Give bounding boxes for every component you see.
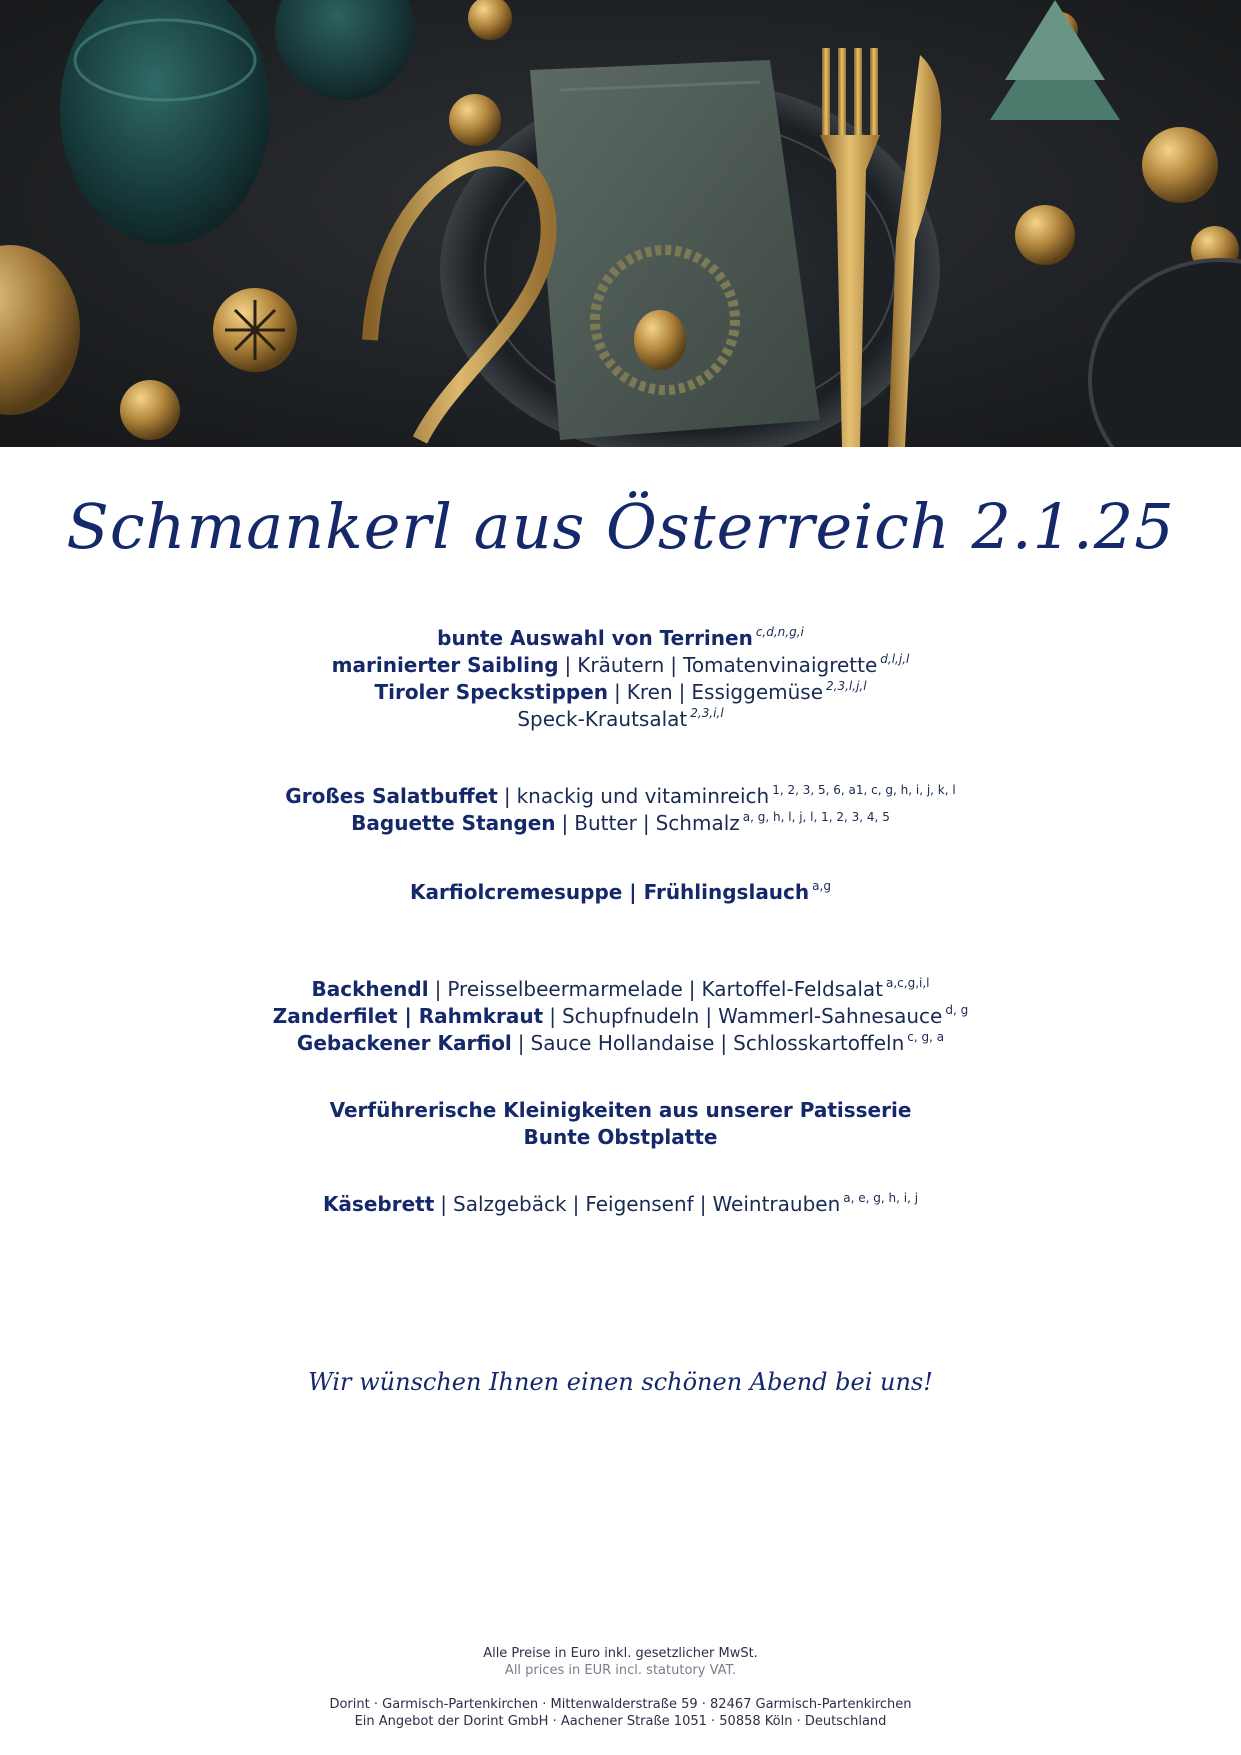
address-line-1: Dorint · Garmisch-Partenkirchen · Mittenwalderstraße 59 · 82467 Garmisch-Partenkirchen	[329, 1697, 912, 1712]
allergen-codes: 1, 2, 3, 5, 6, a1, c, g, h, i, j, k, l	[772, 783, 956, 797]
separator: |	[572, 1192, 580, 1216]
separator: |	[564, 653, 572, 677]
allergen-codes: a, e, g, h, i, j	[843, 1191, 919, 1205]
dish-side: Schupfnudeln	[561, 1004, 700, 1028]
menu-item	[0, 679, 1241, 706]
allergen-codes: a, g, h, l, j, l, 1, 2, 3, 4, 5	[742, 810, 890, 824]
menu-item	[0, 1003, 1241, 1030]
menu-section	[0, 1097, 1241, 1151]
dish-name: Zanderfilet | Rahmkraut	[272, 1004, 544, 1028]
menu-item	[0, 1097, 1241, 1124]
dish-name: Großes Salatbuffet	[285, 784, 498, 808]
dish-side: Sauce Hollandaise	[530, 1031, 715, 1055]
dish-side: Tomatenvinaigrette	[683, 653, 878, 677]
allergen-codes: 2,3,l,j,l	[826, 679, 867, 693]
dish-name: Verführerische Kleinigkeiten aus unserer Patisserie	[329, 1098, 912, 1122]
allergen-codes: a,g	[812, 879, 831, 893]
address-line-2: Ein Angebot der Dorint GmbH · Aachener Straße 1051 · 50858 Köln · Deutschland	[354, 1714, 887, 1729]
dish-side: Kräutern	[577, 653, 665, 677]
menu-item	[0, 976, 1241, 1003]
separator: |	[699, 1192, 707, 1216]
dish-side: Schmalz	[655, 811, 740, 835]
price-note-de: Alle Preise in Euro inkl. gesetzlicher MwSt.	[483, 1646, 758, 1661]
menu-section	[0, 879, 1241, 906]
dish-name: Karfiolcremesuppe | Frühlingslauch	[410, 880, 810, 904]
menu-item	[0, 1030, 1241, 1057]
separator: |	[440, 1192, 448, 1216]
separator: |	[705, 1004, 713, 1028]
separator: |	[720, 1031, 728, 1055]
separator: |	[517, 1031, 525, 1055]
dish-name: Bunte Obstplatte	[523, 1125, 718, 1149]
menu-item	[0, 810, 1241, 837]
dish-side: Schlosskartoffeln	[733, 1031, 905, 1055]
dish-side: Kren	[626, 680, 673, 704]
dish-side: Feigensenf	[585, 1192, 694, 1216]
menu-item	[0, 652, 1241, 679]
allergen-codes: d, g	[945, 1003, 969, 1017]
menu-item	[0, 1191, 1241, 1218]
menu-title: Schmankerl aus Österreich 2.1.25	[66, 490, 1175, 563]
dish-name: bunte Auswahl von Terrinen	[437, 626, 753, 650]
dish-side: Essiggemüse	[691, 680, 824, 704]
festive-table-setting-photo	[0, 0, 1241, 447]
menu-list	[0, 625, 1241, 1218]
separator: |	[670, 653, 677, 677]
menu-item	[0, 783, 1241, 810]
dish-side: Kartoffel-Feldsalat	[701, 977, 884, 1001]
menu-section	[0, 1191, 1241, 1218]
menu-section	[0, 976, 1241, 1057]
menu-section	[0, 625, 1241, 733]
dish-side: knackig und vitaminreich	[516, 784, 770, 808]
allergen-codes: c,d,n,g,i	[755, 625, 804, 639]
dish-name: marinierter Saibling	[331, 653, 559, 677]
separator: |	[503, 784, 511, 808]
dish-side: Preisselbeermarmelade	[447, 977, 683, 1001]
separator: |	[614, 680, 621, 704]
dish-side: Weintrauben	[712, 1192, 841, 1216]
menu-section	[0, 783, 1241, 837]
greeting-text: Wir wünschen Ihnen einen schönen Abend bei uns!	[308, 1368, 933, 1396]
separator: |	[561, 811, 569, 835]
hero-image	[0, 0, 1241, 447]
dish-side: Salzgebäck	[453, 1192, 567, 1216]
dish-name: Backhendl	[311, 977, 429, 1001]
dish-name: Baguette Stangen	[351, 811, 556, 835]
menu-item	[0, 1124, 1241, 1151]
footer	[0, 1645, 1241, 1730]
separator: |	[678, 680, 686, 704]
dish-name: Gebackener Karfiol	[296, 1031, 512, 1055]
allergen-codes: 2,3,i,l	[690, 706, 724, 720]
separator: |	[434, 977, 442, 1001]
separator: |	[688, 977, 696, 1001]
separator: |	[549, 1004, 556, 1028]
dish-name: Tiroler Speckstippen	[374, 680, 608, 704]
dish-side: Speck-Krautsalat	[517, 707, 688, 731]
allergen-codes: a,c,g,i,l	[886, 976, 930, 990]
dish-name: Käsebrett	[322, 1192, 435, 1216]
allergen-codes: c, g, a	[907, 1030, 945, 1044]
menu-item	[0, 879, 1241, 906]
allergen-codes: d,l,j,l	[880, 652, 910, 666]
menu-item	[0, 706, 1241, 733]
dish-side: Butter	[574, 811, 637, 835]
menu-item	[0, 625, 1241, 652]
price-note-en: All prices in EUR incl. statutory VAT.	[504, 1663, 737, 1678]
separator: |	[642, 811, 650, 835]
dish-side: Wammerl-Sahnesauce	[718, 1004, 943, 1028]
